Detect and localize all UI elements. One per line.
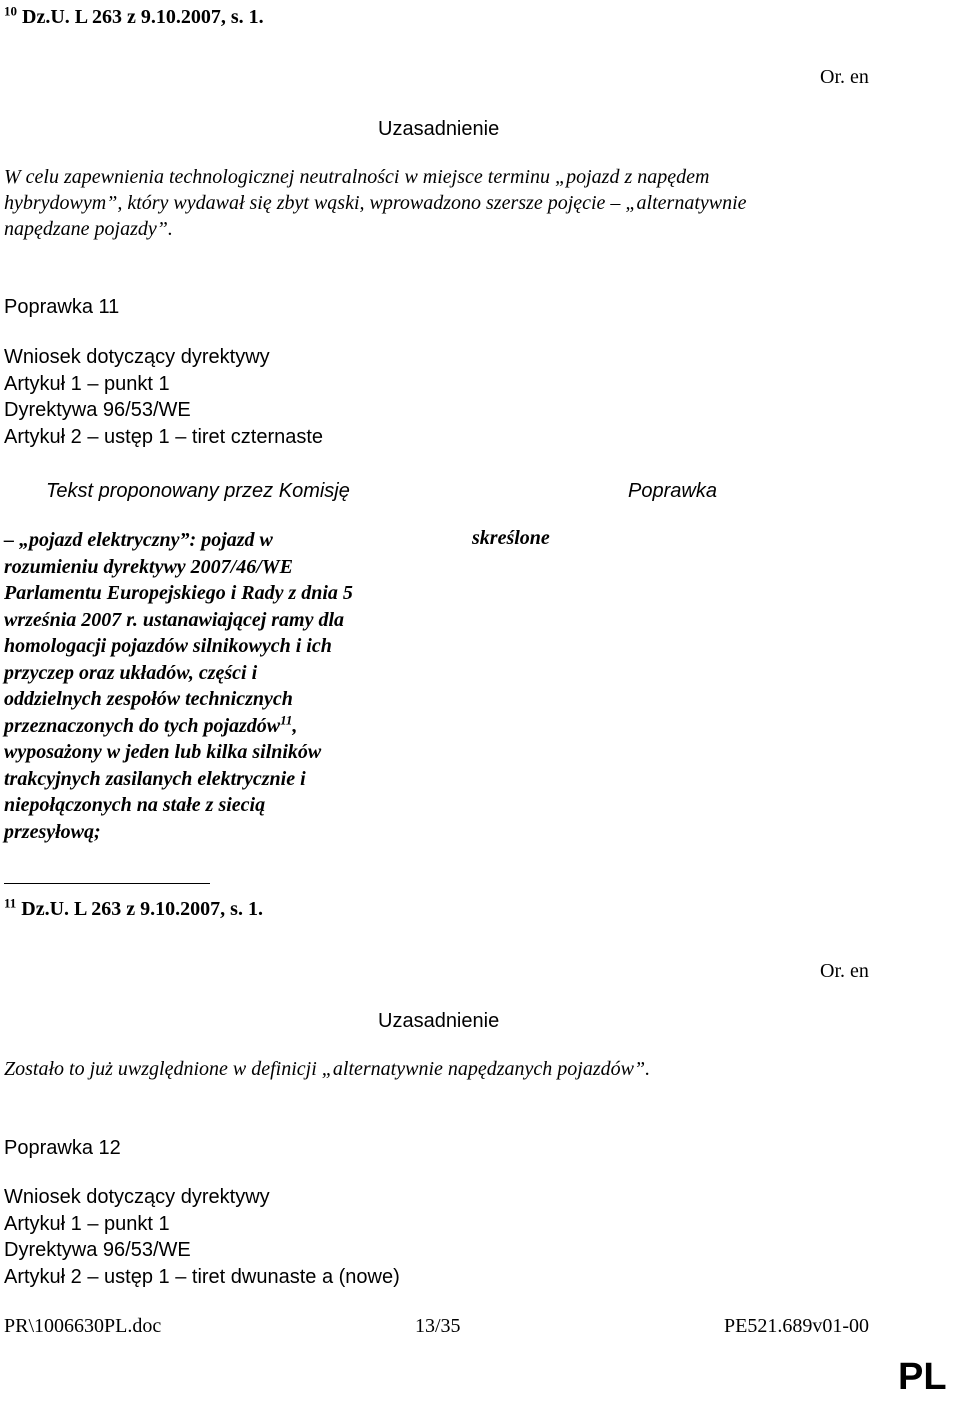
directive-label: Dyrektywa 96/53/WE	[4, 399, 191, 421]
commission-text-segment: ,	[292, 714, 298, 737]
footer-document-name: PR\1006630PL.doc	[4, 1315, 162, 1337]
justification-line: napędzane pojazdy”.	[4, 218, 173, 240]
justification-text	[4, 164, 904, 242]
footer-document-reference: PE521.689v01-00	[724, 1315, 869, 1337]
amendment-title-text: Poprawka 12	[4, 1137, 121, 1159]
commission-text-line: niepołączonych na stałe z siecią	[4, 794, 266, 816]
article-label: Artykuł 1 – punkt 1	[4, 1213, 170, 1235]
justification-text: Zostało to już uwzględnione w definicji „alternatywnie napędzanych pojazdów”.	[4, 1058, 651, 1080]
article-label: Artykuł 1 – punkt 1	[4, 373, 170, 395]
column-header-amendment: Poprawka	[628, 480, 717, 502]
commission-text-line: rozumieniu dyrektywy 2007/46/WE	[4, 555, 293, 578]
column-header-commission: Tekst proponowany przez Komisję	[46, 480, 350, 502]
reference-label: Artykuł 2 – ustęp 1 – tiret czternaste	[4, 426, 324, 448]
commission-text-line: przyczep oraz układów, części i	[4, 661, 258, 684]
commission-text-line: trakcyjnych zasilanych elektrycznie i	[4, 767, 306, 790]
justification-heading: Uzasadnienie	[378, 1010, 500, 1032]
footnote-reference: 11	[280, 711, 293, 727]
commission-text-line: przesyłową;	[4, 820, 101, 843]
proposal-label: Wniosek dotyczący dyrektywy	[4, 1186, 270, 1208]
footnote-separator	[4, 883, 210, 884]
amendment-text: skreślone	[472, 527, 550, 549]
justification-line: hybrydowym”, który wydawał się zbyt wąski, wprowadzono szersze pojęcie – „alternatywnie	[4, 192, 747, 214]
footer-page-number: 13/35	[415, 1315, 461, 1337]
commission-text-line: Parlamentu Europejskiego i Rady z dnia 5	[4, 582, 353, 604]
amendment-title-text: Poprawka 11	[4, 296, 120, 318]
proposal-label: Wniosek dotyczący dyrektywy	[4, 346, 270, 368]
amendment-title	[4, 1137, 121, 1160]
footer-language-code: PL	[898, 1356, 947, 1398]
directive-label: Dyrektywa 96/53/WE	[4, 1239, 191, 1261]
top-footnote	[4, 3, 264, 29]
commission-text-segment: przeznaczonych do tych pojazdów	[4, 714, 281, 737]
reference-label: Artykuł 2 – ustęp 1 – tiret dwunaste a (nowe)	[4, 1266, 400, 1288]
commission-text-line-with-ref	[4, 713, 353, 740]
footnote-mark: 10	[4, 3, 17, 19]
footnote	[4, 895, 263, 921]
amendment-title	[4, 296, 119, 319]
original-language: Or. en	[820, 66, 869, 88]
justification-heading: Uzasadnienie	[378, 118, 500, 140]
commission-text-line: oddzielnych zespołów technicznych	[4, 688, 293, 710]
commission-text	[4, 527, 353, 845]
footnote-mark: 11	[4, 895, 17, 911]
justification-line: W celu zapewnienia technologicznej neutralności w miejsce terminu „pojazd z napędem	[4, 166, 710, 188]
commission-text-line: września 2007 r. ustanawiającej ramy dla	[4, 608, 345, 631]
footnote-text: Dz.U. L 263 z 9.10.2007, s. 1.	[21, 898, 263, 920]
commission-text-line: – „pojazd elektryczny”: pojazd w	[4, 529, 273, 551]
original-language: Or. en	[820, 960, 869, 982]
footnote-text: Dz.U. L 263 z 9.10.2007, s. 1.	[22, 6, 264, 28]
commission-text-line: homologacji pojazdów silnikowych i ich	[4, 635, 332, 657]
commission-text-line: wyposażony w jeden lub kilka silników	[4, 741, 322, 763]
